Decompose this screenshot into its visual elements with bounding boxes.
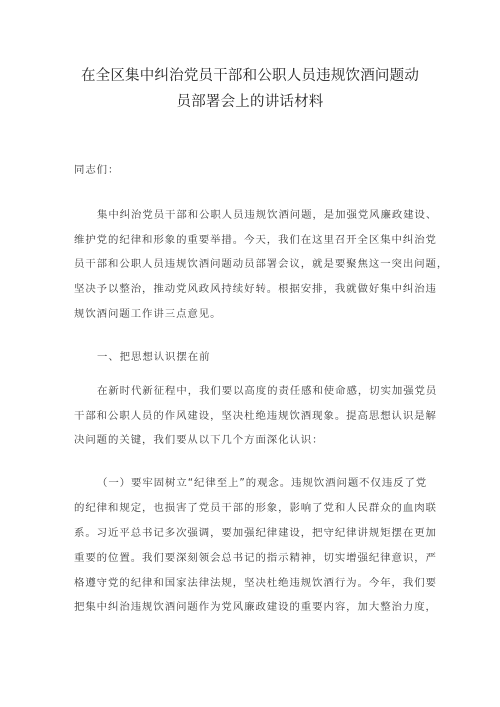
paragraph-2-line-1: 在新时代新征程中，我们要以高度的责任感和使命感，切实加强党员 [97, 385, 438, 397]
document-title-line-1: 在全区集中纠治党员干部和公职人员违规饮酒问题动 [80, 68, 420, 84]
paragraph-3-line-1: （一）要牢固树立“纪律至上”的观念。违规饮酒问题不仅违反了党 [97, 477, 428, 489]
paragraph-3-line-2: 的纪律和规定，也损害了党员干部的形象，影响了党和人民群众的血肉联 [74, 502, 437, 514]
paragraph-1-line-3: 员干部和公职人员违规饮酒问题动员部署会议，就是要聚焦这一突出问题， [74, 258, 449, 270]
paragraph-1-line-2: 维护党的纪律和形象的重要举措。今天，我们在这里召开全区集中纠治党 [74, 234, 437, 246]
paragraph-3-line-5: 格遵守党的纪律和国家法律法规，坚决杜绝违规饮酒行为。今年，我们要 [74, 577, 437, 589]
paragraph-1-line-5: 规饮酒问题工作讲三点意见。 [74, 308, 222, 320]
paragraph-3-line-6: 把集中纠治违规饮酒问题作为党风廉政建设的重要内容，加大整治力度， [74, 601, 437, 613]
salutation: 同志们： [74, 164, 120, 176]
document-title-line-2: 员部署会上的讲话材料 [176, 94, 324, 110]
paragraph-3-line-4: 重要的位置。我们要深刻领会总书记的指示精神，切实增强纪律意识，严 [74, 552, 437, 564]
paragraph-1-line-4: 坚决予以整治，推动党风政风持续好转。根据安排，我就做好集中纠治违 [74, 283, 437, 295]
paragraph-3-line-3: 系。习近平总书记多次强调，要加强纪律建设，把守纪律讲规矩摆在更加 [74, 527, 437, 539]
paragraph-1-line-1: 集中纠治党员干部和公职人员违规饮酒问题，是加强党风廉政建设、 [97, 209, 438, 221]
paragraph-2-line-3: 决问题的关键，我们要从以下几个方面深化认识： [74, 434, 324, 446]
section-heading-1: 一、把思想认识摆在前 [97, 351, 211, 363]
paragraph-2-line-2: 干部和公职人员的作风建设，坚决杜绝违规饮酒现象。提高思想认识是解 [74, 410, 437, 422]
